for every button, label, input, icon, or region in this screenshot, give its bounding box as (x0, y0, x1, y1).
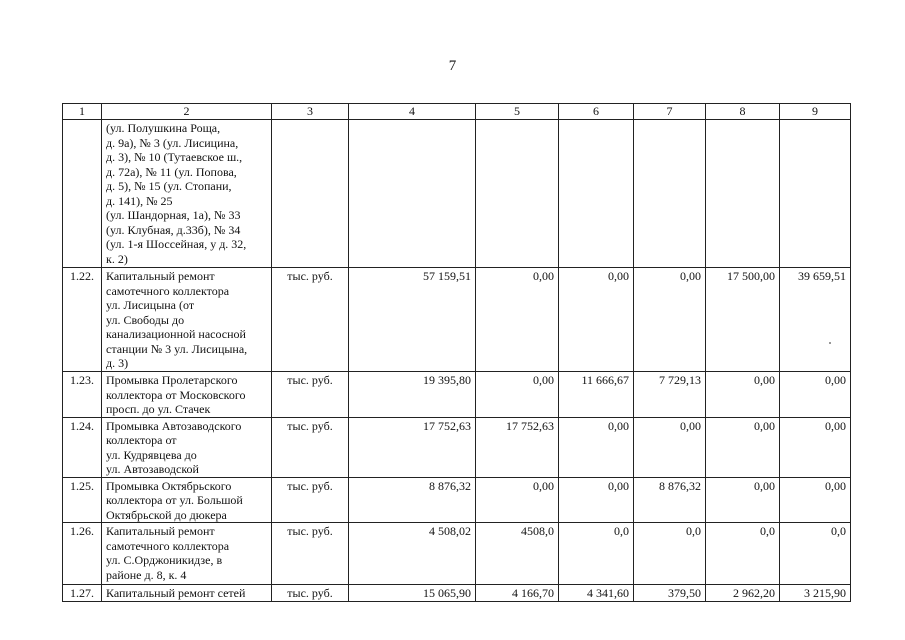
value-cell: 0,00 (780, 477, 851, 523)
value-cell: 0,0 (559, 523, 634, 585)
description-line: (ул. Шандорная, 1а), № 33 (106, 208, 241, 222)
row-number: 1.25. (63, 477, 102, 523)
description-line: районе д. 8, к. 4 (106, 567, 187, 582)
description-line: Промывка Пролетарского (106, 373, 238, 387)
row-description (102, 372, 272, 418)
value-cell: 0,0 (634, 523, 706, 585)
row-number: 1.24. (63, 417, 102, 477)
description-line: самотечного коллектора (106, 283, 230, 298)
value-cell: 0,00 (559, 268, 634, 372)
description-line: ул. Лисицына (от (106, 298, 195, 312)
description-line: д. 5), № 15 (ул. Стопани, (106, 179, 232, 193)
description-line: д. 3) (106, 356, 129, 370)
value-cell: 0,00 (780, 372, 851, 418)
value-cell: 0,00 (559, 417, 634, 477)
table-row (63, 523, 851, 585)
description-line: ул. Кудрявцева до (106, 447, 197, 462)
value-cell: 17 752,63 (476, 417, 559, 477)
value-cell: 8 876,32 (634, 477, 706, 523)
scan-speck (829, 342, 831, 344)
value-cell: 57 159,51 (349, 268, 476, 372)
description-line: просп. до ул. Стачек (106, 402, 211, 416)
row-description (102, 477, 272, 523)
column-header: 6 (559, 104, 634, 120)
description-line: Капитальный ремонт (106, 269, 215, 283)
value-cell: 7 729,13 (634, 372, 706, 418)
description-line: (ул. Полушкина Роща, (106, 121, 221, 135)
value-cell (349, 120, 476, 268)
column-header: 8 (706, 104, 780, 120)
row-number (63, 120, 102, 268)
description-line: д. 9а), № 3 (ул. Лисицина, (106, 135, 239, 150)
value-cell: 0,00 (634, 268, 706, 372)
value-cell: 379,50 (634, 585, 706, 602)
description-line: д. 3), № 10 (Тутаевское ш., (106, 150, 243, 164)
value-cell: 0,00 (706, 372, 780, 418)
row-description (102, 585, 272, 602)
column-header: 3 (272, 104, 349, 120)
table-row (63, 477, 851, 523)
description-line: д. 72а), № 11 (ул. Попова, (106, 164, 237, 179)
page-number: 7 (448, 58, 457, 74)
budget-table (62, 103, 851, 602)
row-description (102, 268, 272, 372)
table-header-row (63, 104, 851, 120)
value-cell: 0,00 (706, 477, 780, 523)
description-line: канализационной насосной (106, 327, 246, 341)
value-cell: 15 065,90 (349, 585, 476, 602)
row-number: 1.26. (63, 523, 102, 585)
row-description (102, 120, 272, 268)
row-number: 1.22. (63, 268, 102, 372)
value-cell: 11 666,67 (559, 372, 634, 418)
row-description (102, 417, 272, 477)
row-unit: тыс. руб. (272, 268, 349, 372)
column-header: 4 (349, 104, 476, 120)
description-line: Капитальный ремонт сетей (106, 586, 246, 600)
table-row (63, 372, 851, 418)
value-cell (634, 120, 706, 268)
value-cell: 0,0 (780, 523, 851, 585)
description-line: Промывка Автозаводского (106, 418, 242, 433)
value-cell: 39 659,51 (780, 268, 851, 372)
value-cell: 4 508,02 (349, 523, 476, 585)
column-header: 9 (780, 104, 851, 120)
value-cell: 8 876,32 (349, 477, 476, 523)
value-cell: 4 341,60 (559, 585, 634, 602)
value-cell: 4 166,70 (476, 585, 559, 602)
value-cell (476, 120, 559, 268)
description-line: ул. С.Орджоникидзе, в (106, 553, 223, 567)
column-header: 1 (63, 104, 102, 120)
row-unit: тыс. руб. (272, 585, 349, 602)
value-cell: 0,00 (476, 477, 559, 523)
row-description (102, 523, 272, 585)
table-row (63, 585, 851, 602)
description-line: самотечного коллектора (106, 538, 230, 553)
value-cell: 0,00 (559, 477, 634, 523)
row-unit: тыс. руб. (272, 417, 349, 477)
row-unit: тыс. руб. (272, 477, 349, 523)
row-number: 1.23. (63, 372, 102, 418)
value-cell: 4508,0 (476, 523, 559, 585)
value-cell: 0,0 (706, 523, 780, 585)
value-cell: 19 395,80 (349, 372, 476, 418)
value-cell (706, 120, 780, 268)
description-line: ул. Автозаводской (106, 462, 199, 476)
description-line: Промывка Октябрьского (106, 478, 232, 493)
description-line: коллектора от Московского (106, 387, 246, 402)
description-line: (ул. Клубная, д.33б), № 34 (106, 222, 241, 237)
description-line: (ул. 1-я Шоссейная, у д. 32, (106, 237, 247, 251)
value-cell: 0,00 (634, 417, 706, 477)
description-line: коллектора от ул. Большой (106, 493, 243, 507)
row-unit (272, 120, 349, 268)
description-line: Капитальный ремонт (106, 524, 215, 538)
value-cell (559, 120, 634, 268)
value-cell: 17 500,00 (706, 268, 780, 372)
description-line: коллектора от (106, 433, 177, 447)
column-header: 5 (476, 104, 559, 120)
column-header: 2 (102, 104, 272, 120)
value-cell: 2 962,20 (706, 585, 780, 602)
table-row (63, 417, 851, 477)
value-cell: 0,00 (780, 417, 851, 477)
row-unit: тыс. руб. (272, 523, 349, 585)
description-line: станции № 3 ул. Лисицына, (106, 341, 248, 356)
row-number: 1.27. (63, 585, 102, 602)
value-cell: 0,00 (476, 268, 559, 372)
description-line: Октябрьской до дюкера (106, 507, 227, 522)
value-cell: 17 752,63 (349, 417, 476, 477)
value-cell: 0,00 (706, 417, 780, 477)
description-line: ул. Свободы до (106, 312, 185, 327)
description-line: к. 2) (106, 251, 128, 266)
table-row (63, 120, 851, 268)
value-cell: 3 215,90 (780, 585, 851, 602)
value-cell (780, 120, 851, 268)
table-row (63, 268, 851, 372)
column-header: 7 (634, 104, 706, 120)
description-line: д. 141), № 25 (106, 193, 173, 208)
row-unit: тыс. руб. (272, 372, 349, 418)
value-cell: 0,00 (476, 372, 559, 418)
